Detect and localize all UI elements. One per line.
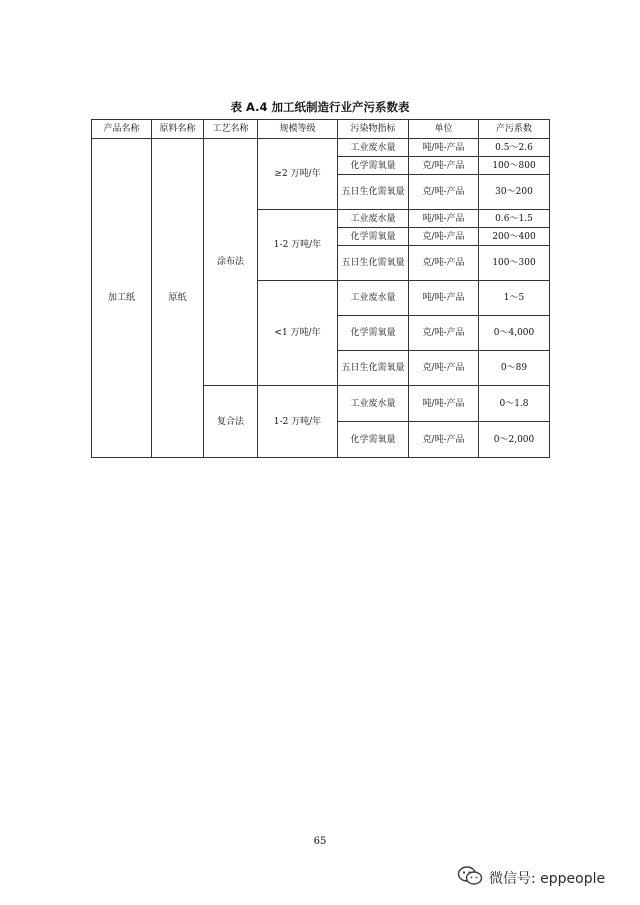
coefficient-cell: 0～2,000 (479, 422, 550, 458)
pollutant-cell: 五日生化需氧量 (338, 351, 409, 386)
header-cell: 工艺名称 (204, 120, 258, 139)
pollutant-cell: 工业废水量 (338, 210, 409, 228)
coefficient-cell: 1～5 (479, 281, 550, 316)
pollutant-cell: 五日生化需氧量 (338, 246, 409, 281)
header-cell: 原料名称 (152, 120, 204, 139)
header-cell: 产污系数 (479, 120, 550, 139)
header-cell: 产品名称 (92, 120, 152, 139)
scale-cell: 1-2 万吨/年 (258, 386, 338, 458)
unit-cell: 克/吨-产品 (409, 175, 479, 210)
page-number: 65 (313, 836, 327, 847)
coefficient-cell: 100～300 (479, 246, 550, 281)
pollutant-cell: 五日生化需氧量 (338, 175, 409, 210)
coefficient-cell: 0.5～2.6 (479, 139, 550, 157)
coefficient-cell: 30～200 (479, 175, 550, 210)
wechat-icon (457, 865, 483, 891)
pollutant-cell: 工业废水量 (338, 139, 409, 157)
unit-cell: 克/吨-产品 (409, 351, 479, 386)
coefficient-cell: 0～89 (479, 351, 550, 386)
pollutant-cell: 化学需氧量 (338, 316, 409, 351)
pollutant-cell: 工业废水量 (338, 386, 409, 422)
pollutant-cell: 化学需氧量 (338, 157, 409, 175)
coefficient-cell: 200～400 (479, 228, 550, 246)
unit-cell: 吨/吨-产品 (409, 139, 479, 157)
scale-cell: <1 万吨/年 (258, 281, 338, 386)
header-cell: 单位 (409, 120, 479, 139)
scale-cell: ≥2 万吨/年 (258, 139, 338, 210)
header-cell: 污染物指标 (338, 120, 409, 139)
pollutant-cell: 化学需氧量 (338, 228, 409, 246)
unit-cell: 吨/吨-产品 (409, 281, 479, 316)
product-cell: 加工纸 (92, 139, 152, 458)
header-row (92, 120, 550, 139)
pollutant-cell: 化学需氧量 (338, 422, 409, 458)
unit-cell: 克/吨-产品 (409, 422, 479, 458)
pollutant-cell: 工业废水量 (338, 281, 409, 316)
unit-cell: 克/吨-产品 (409, 157, 479, 175)
wechat-watermark (457, 866, 632, 890)
unit-cell: 克/吨-产品 (409, 316, 479, 351)
process-cell: 涂布法 (204, 139, 258, 386)
coefficient-cell: 0.6～1.5 (479, 210, 550, 228)
coefficient-cell: 0～1.8 (479, 386, 550, 422)
material-cell: 原纸 (152, 139, 204, 458)
coefficient-cell: 100～800 (479, 157, 550, 175)
process-cell: 复合法 (204, 386, 258, 458)
pollution-coefficient-table (91, 119, 550, 458)
unit-cell: 吨/吨-产品 (409, 386, 479, 422)
unit-cell: 吨/吨-产品 (409, 210, 479, 228)
scale-cell: 1-2 万吨/年 (258, 210, 338, 281)
coefficient-cell: 0～4,000 (479, 316, 550, 351)
unit-cell: 克/吨-产品 (409, 228, 479, 246)
unit-cell: 克/吨-产品 (409, 246, 479, 281)
header-cell: 规模等级 (258, 120, 338, 139)
table-row (92, 139, 550, 157)
table-title: 表 A.4 加工纸制造行业产污系数表 (230, 100, 410, 114)
watermark-text: 微信号: eppeople (489, 871, 606, 887)
